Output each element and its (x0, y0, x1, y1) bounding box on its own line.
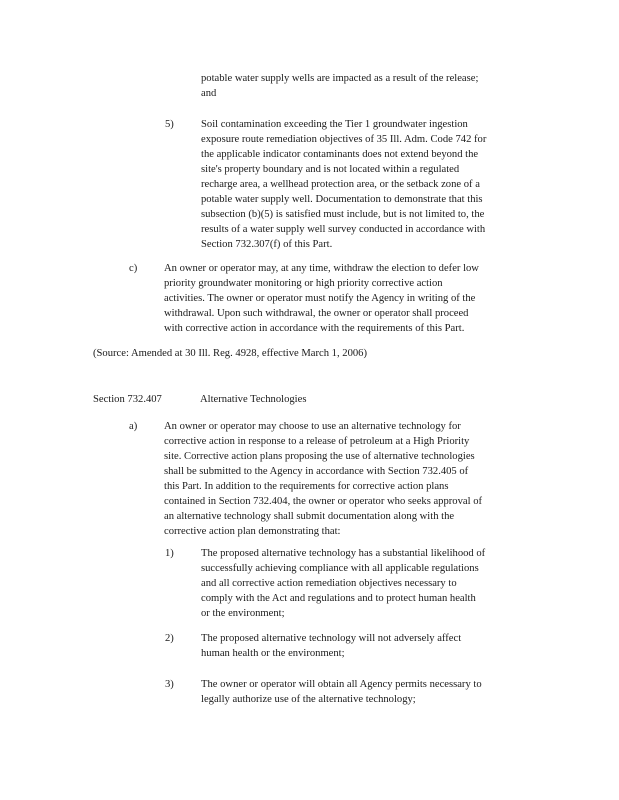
text-line: this Part. In addition to the requirements for corrective action plans (164, 481, 449, 492)
text-line: or the environment; (201, 608, 285, 619)
text-line: An owner or operator may choose to use an alternative technology for (164, 421, 461, 432)
item-number: a) (129, 421, 138, 432)
continuation-text (201, 71, 478, 101)
text-line: contained in Section 732.404, the owner or operator who seeks approval of (164, 496, 483, 507)
text-line: an alternative technology shall submit documentation along with the (164, 511, 455, 522)
text-line: exposure route remediation objectives of 35 Ill. Adm. Code 742 for (201, 134, 487, 145)
item-number: 1) (165, 548, 174, 559)
text-line: corrective action in response to a release of petroleum at a High Priority (164, 436, 470, 447)
source-note: (Source: Amended at 30 Ill. Reg. 4928, effective March 1, 2006) (93, 348, 367, 359)
section-number: Section 732.407 (93, 394, 162, 405)
text-line: potable water supply well. Documentation to demonstrate that this (201, 194, 483, 205)
item-c-text (164, 261, 479, 336)
item-number: c) (129, 263, 138, 274)
section-title: Alternative Technologies (200, 394, 307, 405)
text-line: priority groundwater monitoring or high priority corrective action (164, 278, 443, 289)
text-line: site's property boundary and is not located within a regulated (201, 164, 460, 175)
text-line: Section 732.307(f) of this Part. (201, 239, 333, 250)
text-line: Soil contamination exceeding the Tier 1 groundwater ingestion (201, 119, 468, 130)
text-line: comply with the Act and regulations and to protect human health (201, 593, 476, 604)
text-line: site. Corrective action plans proposing the use of alternative technologies (164, 451, 475, 462)
text-line: The proposed alternative technology has a substantial likelihood of (201, 548, 486, 559)
text-line: corrective action plan demonstrating that: (164, 526, 341, 537)
item-a-text (164, 419, 482, 539)
item-5-text (201, 117, 486, 252)
text-line: withdrawal. Upon such withdrawal, the owner or operator shall proceed (164, 308, 469, 319)
text-line: shall be submitted to the Agency in accordance with Section 732.405 of (164, 466, 469, 477)
text-line: An owner or operator may, at any time, withdraw the election to defer low (164, 263, 479, 274)
sub-1-text (201, 546, 485, 621)
text-line: with corrective action in accordance with the requirements of this Part. (164, 323, 465, 334)
text-line: results of a water supply well survey conducted in accordance with (201, 224, 486, 235)
text-line: and all corrective action remediation objectives necessary to (201, 578, 457, 589)
sub-3-text (201, 677, 482, 707)
text-line: successfully achieving compliance with all applicable regulations (201, 563, 479, 574)
text-line: The proposed alternative technology will not adversely affect (201, 633, 462, 644)
text-line: activities. The owner or operator must notify the Agency in writing of the (164, 293, 476, 304)
item-number: 5) (165, 119, 174, 130)
text-line: legally authorize use of the alternative technology; (201, 694, 416, 705)
text-line: human health or the environment; (201, 648, 345, 659)
item-number: 3) (165, 679, 174, 690)
text-line: and (201, 88, 217, 99)
text-line: subsection (b)(5) is satisfied must include, but is not limited to, the (201, 209, 485, 220)
text-line: the applicable indicator contaminants does not extend beyond the (201, 149, 479, 160)
text-line: potable water supply wells are impacted as a result of the release; (201, 73, 479, 84)
item-number: 2) (165, 633, 174, 644)
sub-2-text (201, 631, 461, 661)
text-line: recharge area, a wellhead protection area, or the setback zone of a (201, 179, 480, 190)
text-line: The owner or operator will obtain all Agency permits necessary to (201, 679, 482, 690)
